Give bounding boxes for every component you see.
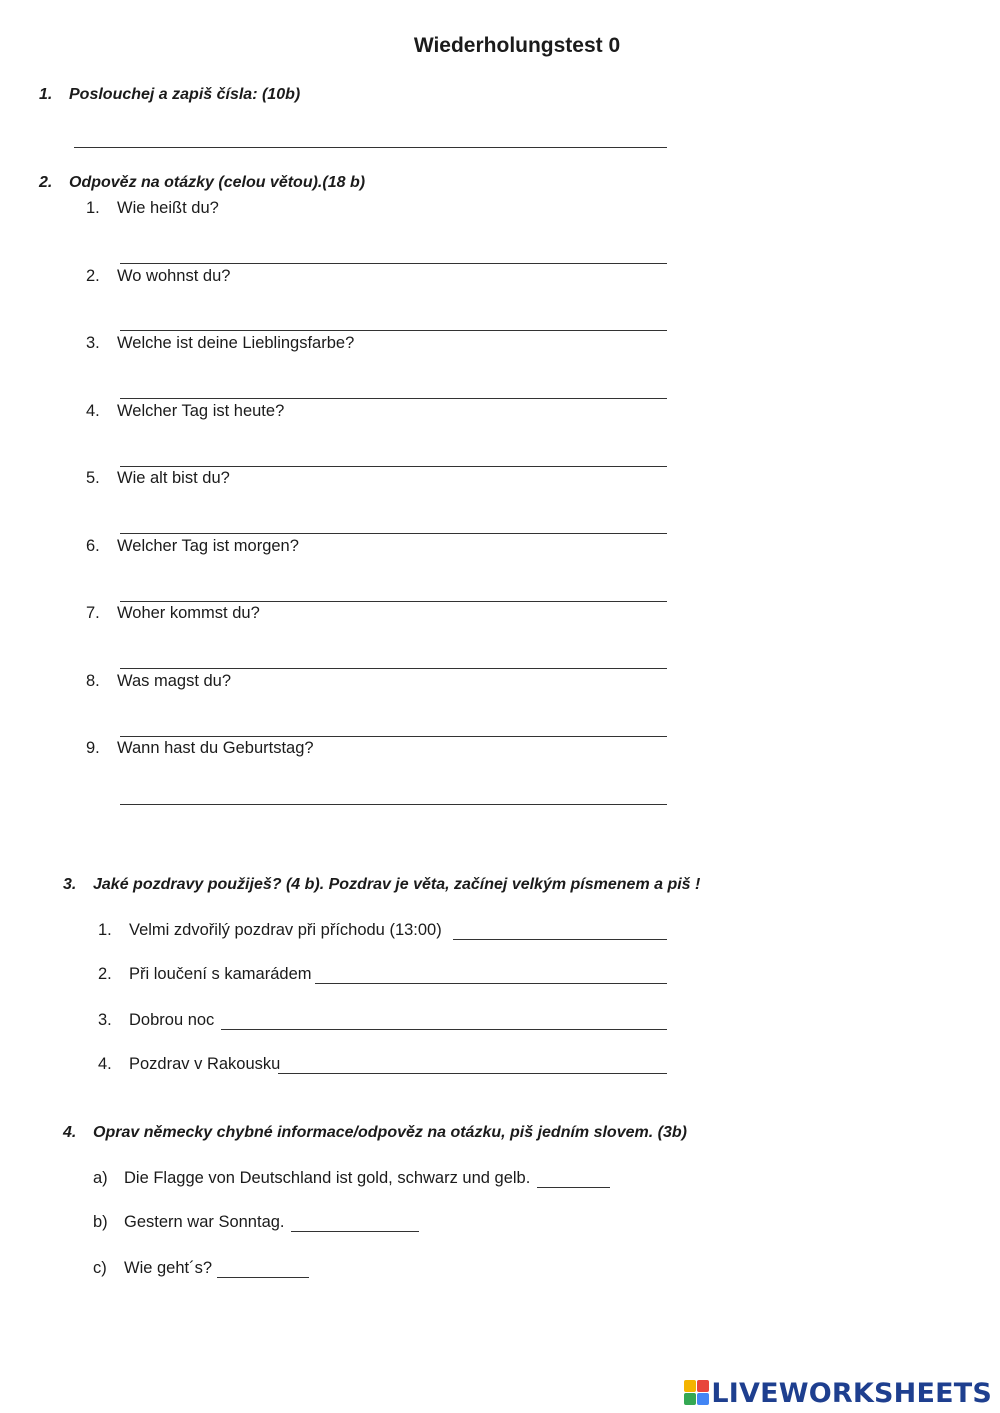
answer-line-question-5[interactable] <box>120 533 667 534</box>
question-text: Wo wohnst du? <box>117 267 231 285</box>
answer-line-greeting-4[interactable] <box>278 1073 667 1074</box>
answer-line-correction-a[interactable] <box>537 1187 610 1188</box>
question-9 <box>86 739 314 758</box>
answer-line-correction-b[interactable] <box>291 1231 419 1232</box>
section-2-heading <box>39 174 365 192</box>
question-number: 9. <box>86 739 100 757</box>
question-text: Welcher Tag ist morgen? <box>117 537 299 555</box>
section-2-text: Odpověz na otázky (celou větou).(18 b) <box>69 174 366 191</box>
correction-item-b <box>93 1213 285 1232</box>
answer-line-section-1[interactable] <box>74 147 667 148</box>
section-4-text: Oprav německy chybné informace/odpověz na otázku, piš jedním slovem. (3b) <box>93 1124 687 1141</box>
page-title: Wiederholungstest 0 <box>413 34 621 57</box>
question-text: Was magst du? <box>117 672 232 690</box>
item-letter: a) <box>93 1169 108 1187</box>
liveworksheets-logo <box>684 1378 992 1408</box>
question-text: Wie alt bist du? <box>117 469 230 487</box>
item-number: 1. <box>98 921 112 939</box>
item-text: Die Flagge von Deutschland ist gold, schwarz und gelb. <box>124 1169 531 1187</box>
greeting-item-2 <box>98 965 312 984</box>
section-3-heading <box>63 876 700 894</box>
item-number: 3. <box>98 1011 112 1029</box>
answer-line-question-3[interactable] <box>120 398 667 399</box>
item-text: Pozdrav v Rakousku <box>129 1055 281 1073</box>
item-letter: b) <box>93 1213 108 1231</box>
section-2-number: 2. <box>39 174 53 191</box>
item-letter: c) <box>93 1259 107 1277</box>
question-number: 2. <box>86 267 100 285</box>
question-number: 8. <box>86 672 100 690</box>
correction-item-a <box>93 1169 530 1188</box>
answer-line-greeting-3[interactable] <box>221 1029 667 1030</box>
question-number: 3. <box>86 334 100 352</box>
section-1-heading <box>39 86 300 104</box>
answer-line-question-7[interactable] <box>120 668 667 669</box>
question-text: Welche ist deine Lieblingsfarbe? <box>117 334 355 352</box>
item-number: 2. <box>98 965 112 983</box>
question-text: Wann hast du Geburtstag? <box>117 739 314 757</box>
question-text: Woher kommst du? <box>117 604 260 622</box>
correction-item-c <box>93 1259 212 1278</box>
greeting-item-3 <box>98 1011 214 1030</box>
question-number: 7. <box>86 604 100 622</box>
section-3-number: 3. <box>63 876 77 893</box>
item-text: Velmi zdvořilý pozdrav při příchodu (13:00) <box>129 921 442 939</box>
question-1 <box>86 199 219 218</box>
answer-line-question-1[interactable] <box>120 263 667 264</box>
question-number: 5. <box>86 469 100 487</box>
answer-line-greeting-1[interactable] <box>453 939 667 940</box>
answer-line-question-6[interactable] <box>120 601 667 602</box>
section-1-number: 1. <box>39 86 53 103</box>
section-4-number: 4. <box>63 1124 77 1141</box>
item-text: Dobrou noc <box>129 1011 215 1029</box>
answer-line-question-9[interactable] <box>120 804 667 805</box>
greeting-item-4 <box>98 1055 280 1074</box>
item-number: 4. <box>98 1055 112 1073</box>
question-2 <box>86 267 230 286</box>
question-5 <box>86 469 230 488</box>
logo-text: LIVEWORKSHEETS <box>711 1377 992 1409</box>
section-4-heading <box>63 1124 687 1142</box>
logo-mark-icon <box>684 1380 710 1406</box>
section-1-text: Poslouchej a zapiš čísla: (10b) <box>69 86 301 103</box>
section-3-text: Jaké pozdravy použiješ? (4 b). Pozdrav je věta, začínej velkým písmenem a piš ! <box>93 876 701 893</box>
answer-line-question-2[interactable] <box>120 330 667 331</box>
question-text: Wie heißt du? <box>117 199 219 217</box>
question-6 <box>86 537 299 556</box>
answer-line-question-4[interactable] <box>120 466 667 467</box>
question-7 <box>86 604 260 623</box>
question-3 <box>86 334 354 353</box>
item-text: Wie geht´s? <box>124 1259 213 1277</box>
item-text: Gestern war Sonntag. <box>124 1213 285 1231</box>
item-text: Při loučení s kamarádem <box>129 965 312 983</box>
question-number: 6. <box>86 537 100 555</box>
answer-line-greeting-2[interactable] <box>315 983 667 984</box>
question-number: 1. <box>86 199 100 217</box>
greeting-item-1 <box>98 921 442 940</box>
question-number: 4. <box>86 402 100 420</box>
question-text: Welcher Tag ist heute? <box>117 402 285 420</box>
question-4 <box>86 402 284 421</box>
answer-line-correction-c[interactable] <box>217 1277 309 1278</box>
answer-line-question-8[interactable] <box>120 736 667 737</box>
question-8 <box>86 672 231 691</box>
